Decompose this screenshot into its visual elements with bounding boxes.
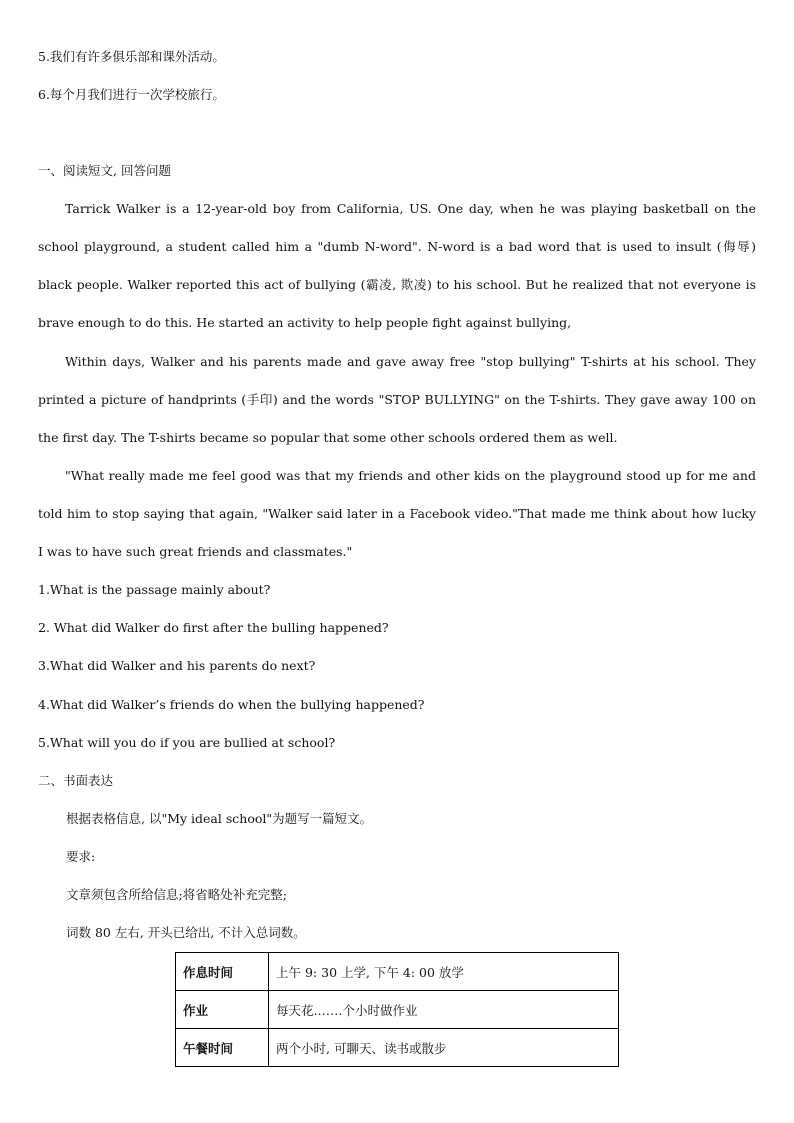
- passage-paragraph-1: Tarrick Walker is a 12-year-old boy from California, US. One day, when he was playing basketball on the school playground, a student called him a "dumb N-word". N-word is a bad word that is used to insult (侮辱) black people. Walker reported this act of bullying (霸凌, 欺凌) to his school. But he realized that not everyone is brave enough to do this. He started an activity to help people fight against bullying,: [38, 201, 756, 330]
- table-value-cell: 每天花.……个小时做作业: [269, 991, 619, 1029]
- writing-heading: 二、书面表达: [38, 773, 114, 788]
- writing-instruction: 根据表格信息, 以"My ideal school"为题写一篇短文。: [66, 811, 373, 826]
- requirement-2: 词数 80 左右, 开头已给出, 不计入总词数。: [66, 925, 306, 940]
- table-value-cell: 上午 9: 30 上学, 下午 4: 00 放学: [269, 953, 619, 991]
- question-3: 3.What did Walker and his parents do next?: [38, 658, 316, 673]
- info-table: [175, 952, 619, 1067]
- question-1: 1.What is the passage mainly about?: [38, 582, 271, 597]
- passage-paragraph-3: "What really made me feel good was that my friends and other kids on the playground stood up for me and told him to stop saying that again, "Walker said later in a Facebook video."That made me think about how lucky I was to have such great friends and classmates.": [38, 468, 756, 559]
- question-2: 2. What did Walker do first after the bulling happened?: [38, 620, 389, 635]
- table-key-cell: 作业: [176, 991, 269, 1029]
- question-5: 5.What will you do if you are bullied at school?: [38, 735, 336, 750]
- table-key-cell: 午餐时间: [176, 1029, 269, 1067]
- sentence-6: 6.每个月我们进行一次学校旅行。: [38, 87, 225, 102]
- table-row: [176, 1029, 619, 1067]
- table-row: [176, 991, 619, 1029]
- reading-heading: 一、阅读短文, 回答问题: [38, 163, 171, 178]
- question-4: 4.What did Walker’s friends do when the bullying happened?: [38, 697, 425, 712]
- requirement-1: 文章须包含所给信息;将省略处补充完整;: [66, 887, 287, 902]
- table-key-cell: 作息时间: [176, 953, 269, 991]
- requirements-label: 要求:: [66, 849, 96, 864]
- passage-paragraph-2: Within days, Walker and his parents made and gave away free "stop bullying" T-shirts at his school. They printed a picture of handprints (手印) and the words "STOP BULLYING" on the T-shirts. They gave away 100 on the first day. The T-shirts became so popular that some other schools ordered them as well.: [38, 354, 756, 445]
- sentence-5: 5.我们有许多俱乐部和课外活动。: [38, 49, 225, 64]
- table-value-cell: 两个小时, 可聊天、读书或散步: [269, 1029, 619, 1067]
- table-row: [176, 953, 619, 991]
